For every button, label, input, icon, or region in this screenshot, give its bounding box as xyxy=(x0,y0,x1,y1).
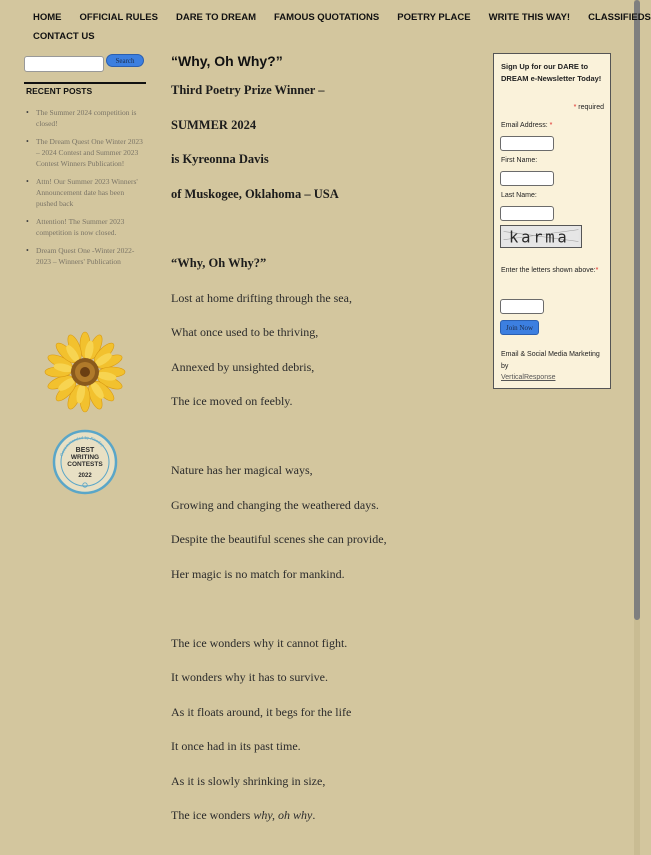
badge-line1: BEST xyxy=(75,447,95,454)
recent-post-link[interactable]: • Attention! The Summer 2023 competition is now closed. xyxy=(26,216,146,238)
sunflower-image xyxy=(45,332,125,412)
required-note: * required xyxy=(573,104,604,111)
poem-line: The ice wonders why it cannot fight. xyxy=(171,636,348,650)
post-title: “Why, Oh Why?” xyxy=(171,53,283,69)
best-writing-contests-badge[interactable] xyxy=(52,428,118,496)
main-nav xyxy=(33,8,651,46)
search-button[interactable]: Search xyxy=(106,54,144,67)
badge-line2: WRITING xyxy=(70,454,100,461)
nav-official-rules[interactable]: OFFICIAL RULES xyxy=(79,12,158,23)
captcha-input[interactable] xyxy=(500,299,544,314)
poem-line: Nature has her magical ways, xyxy=(171,463,313,477)
search-input[interactable] xyxy=(24,56,104,72)
poem-line: Her magic is no match for mankind. xyxy=(171,567,345,581)
email-label: Email Address: * xyxy=(501,122,553,129)
poem-line: Despite the beautiful scenes she can provide, xyxy=(171,532,387,546)
badge-line3: CONTESTS xyxy=(67,461,103,468)
captcha-image xyxy=(500,225,582,248)
location-line: of Muskogee, Oklahoma – USA xyxy=(171,187,339,201)
scrollbar-thumb[interactable] xyxy=(634,0,640,620)
poem-line: As it floats around, it begs for the life xyxy=(171,705,352,719)
poem-line: It once had in its past time. xyxy=(171,739,301,753)
captcha-label: Enter the letters shown above:* xyxy=(501,267,599,274)
newsletter-footer: Email & Social Media Marketing by VerticalResponse xyxy=(501,351,600,381)
badge-top-text: Recommended by Reedsy xyxy=(58,434,106,457)
newsletter-heading: Sign Up for our DARE to DREAM e-Newsletter Today! xyxy=(501,62,602,83)
nav-write-this-way[interactable]: WRITE THIS WAY! xyxy=(488,12,571,23)
recent-post-link[interactable]: • Dream Quest One -Winter 2022-2023 – Winners' Publication xyxy=(26,245,146,267)
captcha-text: karma xyxy=(509,228,570,247)
poem-title: “Why, Oh Why?” xyxy=(171,256,267,270)
poem-line: The ice moved on feebly. xyxy=(171,394,293,408)
poem-line: What once used to be thriving, xyxy=(171,325,319,339)
nav-contact-us[interactable]: CONTACT US xyxy=(33,31,95,42)
last-name-label: Last Name: xyxy=(501,192,537,199)
recent-post-link[interactable]: • The Dream Quest One Winter 2023 – 2024 Contest and Summer 2023 Contest Winners Publication! xyxy=(26,136,146,169)
season-line: SUMMER 2024 xyxy=(171,118,257,132)
winner-line: is Kyreonna Davis xyxy=(171,152,269,166)
verticalresponse-link[interactable]: VerticalResponse xyxy=(501,374,556,381)
prize-line: Third Poetry Prize Winner – xyxy=(171,83,325,97)
nav-classifieds[interactable]: CLASSIFIEDS xyxy=(588,12,651,23)
nav-dare-to-dream[interactable]: DARE TO DREAM xyxy=(175,12,257,23)
search-form xyxy=(24,53,135,72)
email-field[interactable] xyxy=(500,136,554,151)
recent-post-link[interactable]: • Attn! Our Summer 2023 Winners' Announcement date has been pushed back xyxy=(26,176,146,209)
poem-last-line: The ice wonders why, oh why. xyxy=(171,808,316,822)
first-name-field[interactable] xyxy=(500,171,554,186)
badge-year: 2022 xyxy=(78,473,92,479)
post-header xyxy=(171,52,481,70)
poem-line: Growing and changing the weathered days. xyxy=(171,498,379,512)
nav-poetry-place[interactable]: POETRY PLACE xyxy=(397,12,471,23)
recent-posts-heading: RECENT POSTS xyxy=(26,86,93,96)
last-name-field[interactable] xyxy=(500,206,554,221)
newsletter-signup-box xyxy=(493,53,611,389)
poem-line: It wonders why it has to survive. xyxy=(171,670,328,684)
poem-line: Lost at home drifting through the sea, xyxy=(171,291,352,305)
nav-famous-quotations[interactable]: FAMOUS QUOTATIONS xyxy=(274,12,380,23)
poem-line: Annexed by unsighted debris, xyxy=(171,360,315,374)
recent-posts-divider xyxy=(24,82,146,84)
join-now-button[interactable]: Join Now xyxy=(500,320,539,335)
first-name-label: First Name: xyxy=(501,157,538,164)
recent-post-link[interactable]: • The Summer 2024 competition is closed! xyxy=(26,107,146,129)
poem-italic-phrase: why, oh why xyxy=(253,808,313,822)
recent-posts-list xyxy=(26,107,146,274)
poem-line: As it is slowly shrinking in size, xyxy=(171,774,326,788)
page-scrollbar[interactable] xyxy=(634,0,640,855)
nav-home[interactable]: HOME xyxy=(33,12,62,23)
